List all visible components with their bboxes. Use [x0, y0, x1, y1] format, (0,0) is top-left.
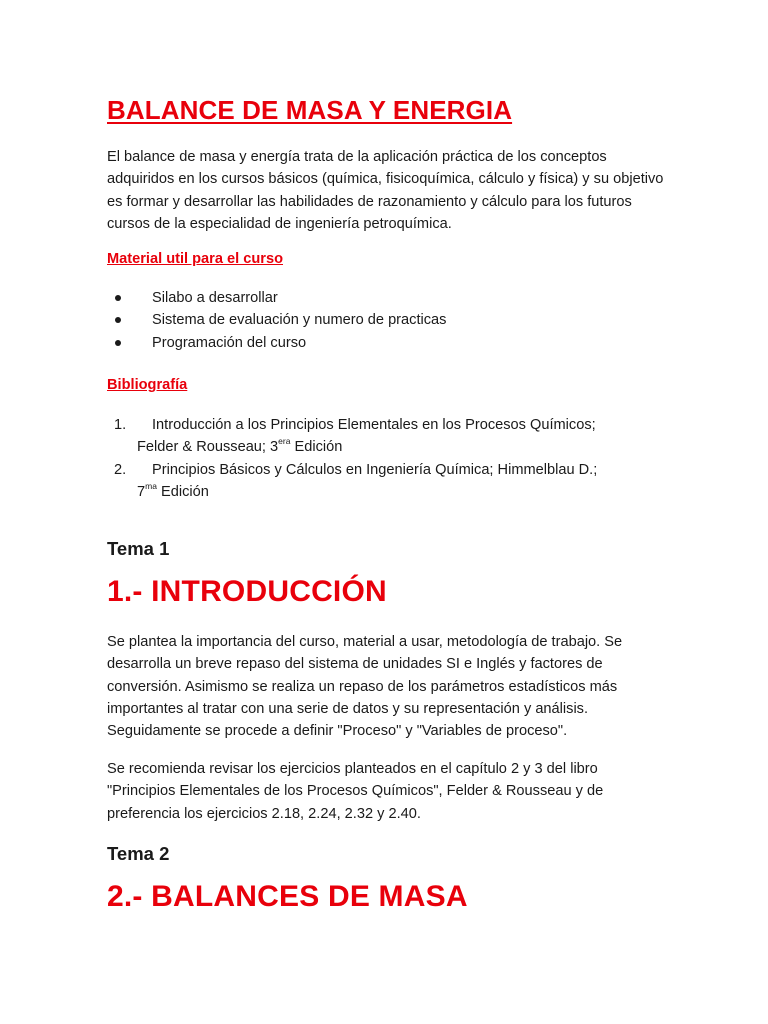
list-item — [107, 309, 446, 331]
bibliography-title: Introducción a los Principios Elementales en los Procesos Químicos; — [152, 417, 596, 433]
item-number: 2. — [114, 461, 127, 478]
list-item-text: Sistema de evaluación y numero de practicas — [152, 312, 447, 329]
edition-superscript: ma — [145, 480, 157, 491]
edition-suffix: Edición — [290, 439, 343, 456]
edition-suffix: Edición — [156, 483, 209, 500]
list-item — [107, 332, 446, 354]
tema-1-paragraph: Se plantea la importancia del curso, material a usar, metodología de trabajo. Se desarrolla un breve repaso del sistema de unidades SI e Inglés y factores de conversión. Asimismo se realiza un repaso de los parámetros estadísticos más importantes al tratar con una serie de datos y su representación y análisis. Seguidamente se procede a definir "Proceso" y "Variables de proceso". — [107, 634, 623, 740]
tema-1-label: Tema 1 — [107, 538, 170, 559]
bullet-icon — [115, 317, 121, 323]
bibliography-edition — [137, 436, 667, 458]
bibliography-edition — [137, 481, 667, 503]
bibliography-item — [107, 459, 667, 504]
material-list — [107, 287, 446, 354]
edition-prefix: 7 — [137, 483, 146, 500]
bibliography-item — [107, 414, 667, 459]
list-item-text: Programación del curso — [152, 334, 307, 351]
bibliography-heading-link[interactable]: Bibliografía — [107, 377, 188, 393]
bullet-icon — [115, 295, 121, 301]
item-number: 1. — [114, 417, 127, 433]
edition-prefix: Felder & Rousseau; 3 — [137, 439, 279, 456]
bibliography-title: Principios Básicos y Cálculos en Ingeniería Química; Himmelblau D.; — [152, 461, 598, 478]
bullet-icon — [115, 340, 121, 346]
list-item-text: Silabo a desarrollar — [152, 290, 278, 306]
list-item — [107, 287, 446, 309]
tema-1-recommendation: Se recomienda revisar los ejercicios planteados en el capítulo 2 y 3 del libro "Principios Elementales de los Procesos Químicos", Felder & Rousseau y de preferencia los ejercicios 2.18, 2.24, 2.32 y 2.40. — [107, 761, 604, 822]
intro-paragraph: El balance de masa y energía trata de la aplicación práctica de los conceptos adquiridos en los cursos básicos (química, fisicoquímica, cálculo y física) y su objetivo es formar y desarrollar las habilidades de razonamiento y cálculo para los futuros cursos de la especialidad de ingeniería petroquímica. — [107, 149, 664, 232]
material-heading-link[interactable]: Material util para el curso — [107, 251, 283, 267]
bibliography-list — [107, 414, 667, 503]
section-heading-balances: 2.- BALANCES DE MASA — [107, 880, 468, 913]
tema-2-label: Tema 2 — [107, 843, 170, 864]
section-heading-introduccion: 1.- INTRODUCCIÓN — [107, 575, 387, 608]
edition-superscript: era — [278, 436, 291, 447]
document-title: BALANCE DE MASA Y ENERGIA — [107, 95, 513, 125]
